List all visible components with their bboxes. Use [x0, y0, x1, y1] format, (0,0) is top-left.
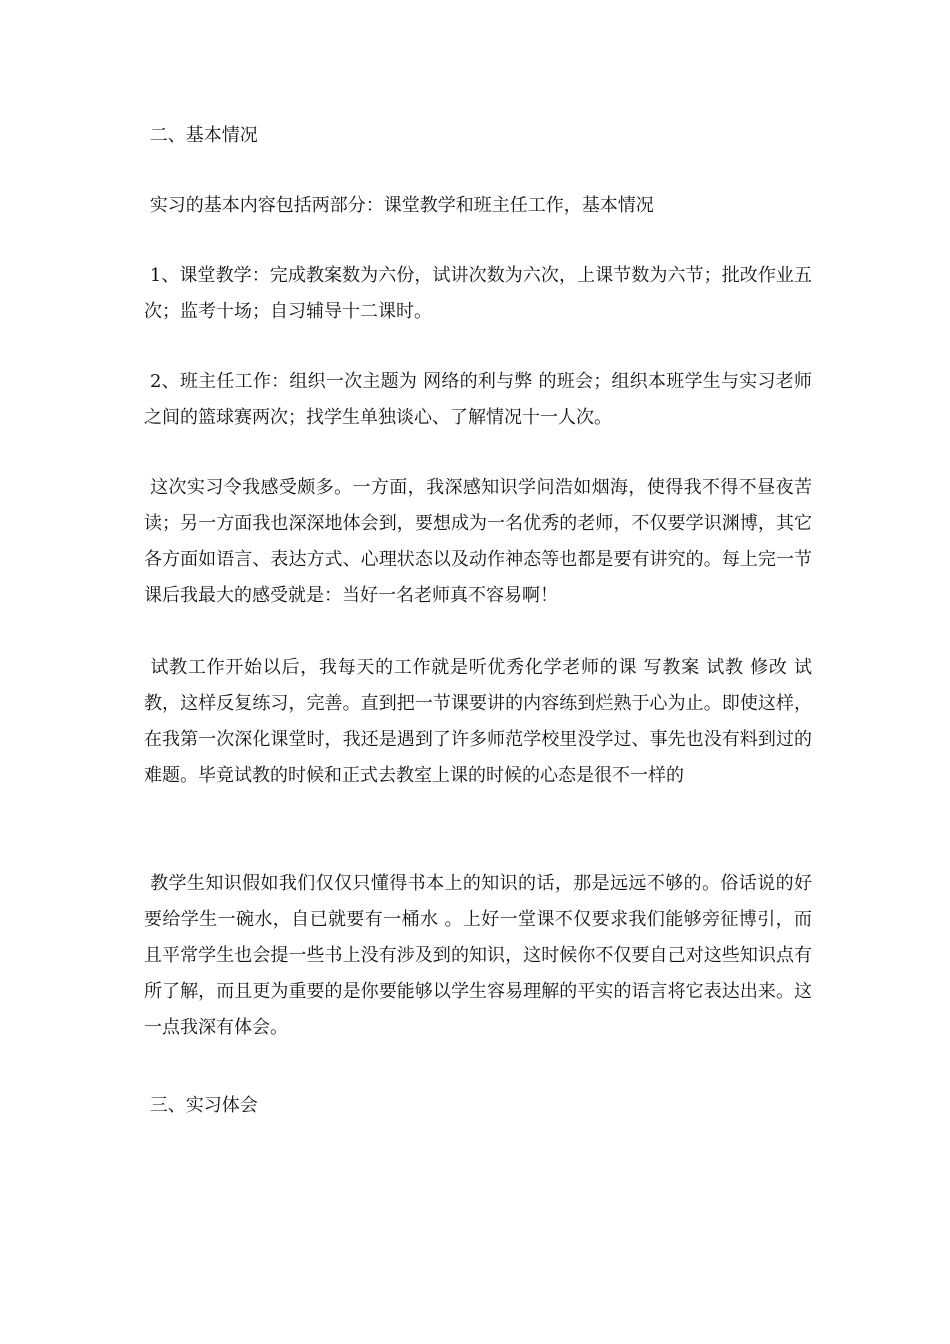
paragraph-intro: 实习的基本内容包括两部分：课堂教学和班主任工作，基本情况: [144, 195, 654, 216]
section-heading-internship-experience: 三、实习体会: [144, 1095, 258, 1116]
paragraph-feelings: 这次实习令我感受颇多。一方面，我深感知识学问浩如烟海，使得我不得不昼夜苦读；另一方面我也深深地体会到，要想成为一名优秀的老师，不仅要学识渊博，其它各方面如语言、表达方式、心理状态以及动作神态等也都是要有讲究的。每上完一节课后我最大的感受就是：当好一名老师真不容易啊！: [144, 477, 812, 606]
paragraph-classroom-teaching: 1、课堂教学：完成教案数为六份，试讲次数为六次，上课节数为六节；批改作业五次；监考十场；自习辅导十二课时。: [144, 265, 812, 322]
section-heading-basic-situation: 二、基本情况: [144, 125, 258, 146]
paragraph-trial-teaching: 试教工作开始以后，我每天的工作就是听优秀化学老师的课 写教案 试教 修改 试教，这样反复练习，完善。直到把一节课要讲的内容练到烂熟于心为止。即使这样，在我第一次深化课堂时，我还是遇到了许多师范学校里没学过、事先也没有料到过的难题。毕竟试教的时候和正式去教室上课的时候的心态是很不一样的: [144, 657, 812, 786]
paragraph-teaching-knowledge: 教学生知识假如我们仅仅只懂得书本上的知识的话，那是远远不够的。俗话说的好 要给学生一碗水，自已就要有一桶水 。上好一堂课不仅要求我们能够旁征博引，而且平常学生也会提一些书上没有涉及到的知识，这时候你不仅要自己对这些知识点有所了解，而且更为重要的是你要能够以学生容易理解的平实的语言将它表达出来。这一点我深有体会。: [144, 873, 818, 1038]
paragraph-class-teacher-work: 2、班主任工作：组织一次主题为 网络的利与弊 的班会；组织本班学生与实习老师之间的篮球赛两次；找学生单独谈心、了解情况十一人次。: [144, 371, 812, 428]
